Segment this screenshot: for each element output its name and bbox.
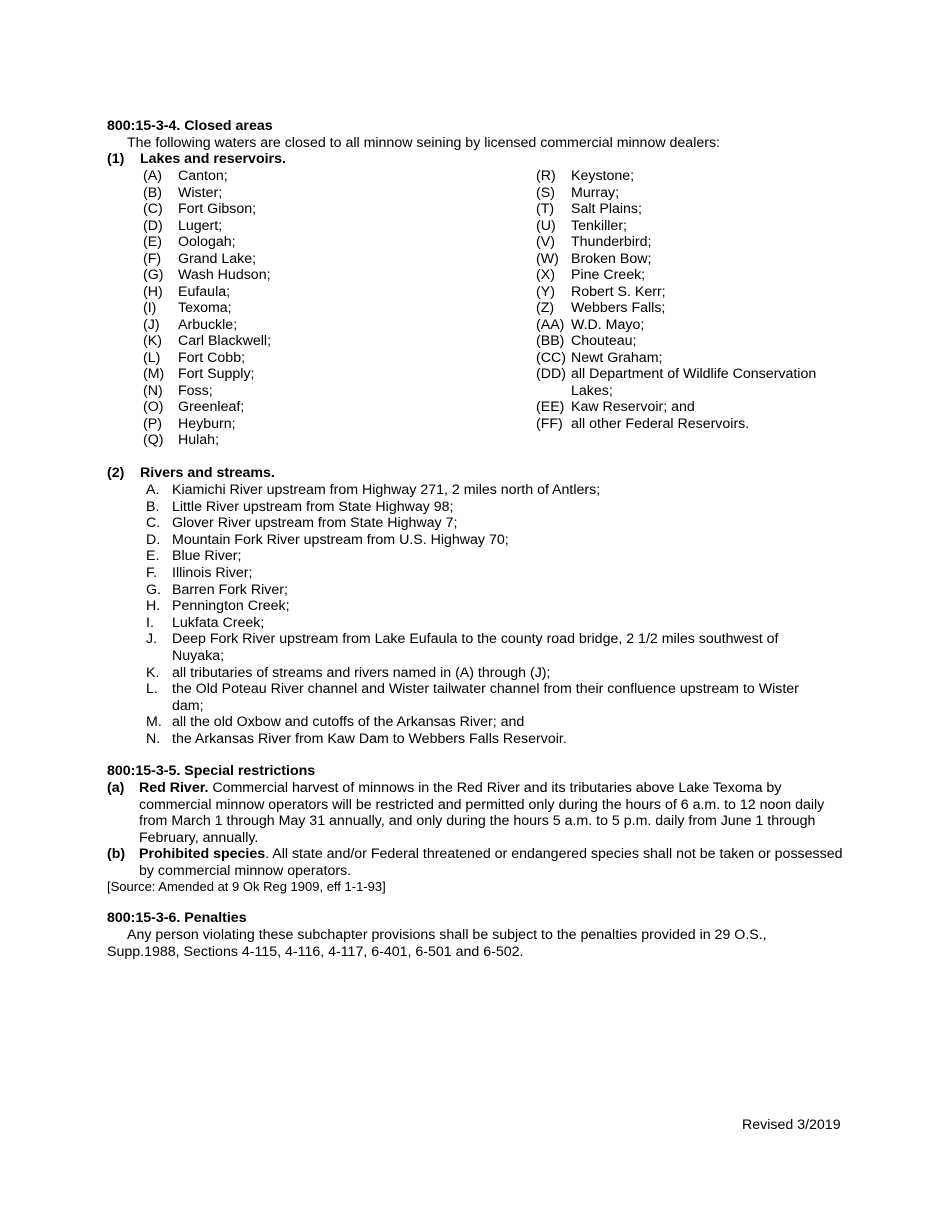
- lake-item-text: Robert S. Kerr;: [571, 283, 666, 300]
- lake-item-text: Murray;: [571, 184, 620, 201]
- lake-item-text: Broken Bow;: [571, 250, 652, 267]
- river-item: [146, 598, 822, 615]
- river-item-text: Glover River upstream from State Highway 7;: [172, 515, 458, 532]
- source-note: [Source: Amended at 9 Ok Reg 1909, eff 1-1-93]: [107, 879, 386, 894]
- river-item-label: K.: [146, 664, 160, 681]
- river-item-text: Little River upstream from State Highway 98;: [172, 498, 454, 515]
- item-number-b: (b): [107, 846, 126, 862]
- lake-item-label: (C): [143, 201, 163, 217]
- lake-item: [536, 300, 836, 317]
- lake-item-text: all other Federal Reservoirs.: [571, 415, 750, 432]
- lake-item-label: (U): [536, 217, 556, 234]
- river-item-label: H.: [146, 598, 161, 615]
- river-item-text: all tributaries of streams and rivers named in (A) through (J);: [172, 664, 551, 681]
- item-number-a: (a): [107, 780, 125, 796]
- lake-item-text: Texoma;: [178, 300, 232, 316]
- lake-item-label: (O): [143, 399, 164, 415]
- lake-item: [536, 284, 836, 301]
- lake-item-text: Eufaula;: [178, 283, 231, 300]
- lake-item: [536, 251, 836, 268]
- lake-item-text: Canton;: [178, 168, 228, 184]
- lake-item: [143, 201, 478, 218]
- lake-item-label: (AA): [536, 316, 565, 333]
- lake-item-text: Keystone;: [571, 168, 635, 184]
- lake-item: [143, 267, 478, 284]
- lake-item-label: (N): [143, 382, 163, 399]
- lake-item-text: Webbers Falls;: [571, 300, 666, 316]
- lake-item-text: Greenleaf;: [178, 399, 245, 415]
- lake-item-label: (P): [143, 415, 162, 432]
- penalties-text: Any person violating these subchapter provisions shall be subject to the penalties provided in 29 O.S., Supp.1988, Sections 4-115, 4-116, 4-117, 6-401, 6-501 and 6-502.: [107, 927, 767, 960]
- river-item-text: Lukfata Creek;: [172, 614, 265, 631]
- lake-item: [536, 350, 836, 367]
- lake-item-text: Foss;: [178, 382, 213, 399]
- lake-item-text: Chouteau;: [571, 333, 637, 349]
- lake-item-label: (FF): [536, 415, 563, 432]
- lake-item-text: Arbuckle;: [178, 316, 238, 333]
- lake-item-label: (Q): [143, 432, 164, 448]
- lake-item-text: Fort Supply;: [178, 366, 255, 382]
- lake-item-text: Tenkiller;: [571, 217, 627, 234]
- river-item: [146, 499, 822, 516]
- river-item-text: Deep Fork River upstream from Lake Eufaula to the county road bridge, 2 1/2 miles southwest of Nuyaka;: [172, 631, 779, 664]
- lake-item: [143, 251, 478, 268]
- lake-item-label: (W): [536, 250, 559, 267]
- lake-item-label: (CC): [536, 349, 566, 366]
- lake-item: [143, 416, 478, 433]
- lake-item-label: (K): [143, 333, 162, 349]
- lake-item: [536, 399, 836, 416]
- lake-item: [536, 267, 836, 284]
- river-item-label: I.: [146, 614, 154, 631]
- river-item: [146, 482, 822, 499]
- lake-item: [143, 218, 478, 235]
- lake-item: [143, 383, 478, 400]
- lake-item: [143, 432, 478, 449]
- lake-item-label: (BB): [536, 333, 565, 349]
- lake-item-text: Wash Hudson;: [178, 267, 271, 283]
- lake-item: [536, 416, 836, 433]
- lake-item-text: Thunderbird;: [571, 234, 652, 250]
- lakes-subheading: Lakes and reservoirs.: [140, 151, 286, 167]
- river-item-text: Barren Fork River;: [172, 581, 288, 598]
- river-item: [146, 681, 822, 714]
- lake-item-label: (E): [143, 234, 162, 250]
- river-item-label: J.: [146, 631, 158, 648]
- river-item-label: C.: [146, 515, 161, 532]
- lake-item: [143, 300, 478, 317]
- lake-item-text: Grand Lake;: [178, 250, 257, 267]
- lake-item-text: all Department of Wildlife Conservation Lakes;: [571, 366, 817, 399]
- lake-item-text: Oologah;: [178, 234, 236, 250]
- lake-item-label: (H): [143, 283, 163, 300]
- lake-item: [143, 317, 478, 334]
- lake-item-label: (G): [143, 267, 164, 283]
- lake-item: [143, 185, 478, 202]
- lake-item-text: Kaw Reservoir; and: [571, 399, 695, 415]
- lake-item: [536, 218, 836, 235]
- river-item: [146, 548, 822, 565]
- river-item: [146, 714, 822, 731]
- prohibited-species-text: . All state and/or Federal threatened or endangered species shall not be taken or possessed by commercial minnow operators.: [139, 846, 843, 879]
- river-item-label: N.: [146, 731, 161, 747]
- lake-item: [536, 366, 836, 399]
- lake-item: [143, 284, 478, 301]
- lake-item-text: W.D. Mayo;: [571, 316, 645, 333]
- lake-item-label: (F): [143, 250, 162, 267]
- river-item-label: F.: [146, 565, 158, 581]
- river-item-text: Illinois River;: [172, 565, 253, 581]
- lake-item-text: Wister;: [178, 184, 223, 201]
- closed-areas-intro: The following waters are closed to all minnow seining by licensed commercial minnow dealers:: [127, 135, 720, 151]
- prohibited-species-title: Prohibited species: [139, 846, 266, 862]
- river-item-label: L.: [146, 681, 158, 698]
- lake-item: [143, 399, 478, 416]
- river-item-text: Mountain Fork River upstream from U.S. Highway 70;: [172, 531, 509, 548]
- river-item-text: Blue River;: [172, 548, 242, 565]
- lake-item-label: (T): [536, 201, 555, 217]
- lake-item-label: (A): [143, 168, 162, 184]
- river-item-label: M.: [146, 714, 162, 731]
- river-item: [146, 532, 822, 549]
- lake-item-label: (I): [143, 300, 157, 316]
- lake-item-label: (Y): [536, 283, 555, 300]
- lake-item: [143, 234, 478, 251]
- lake-item-text: Newt Graham;: [571, 349, 663, 366]
- section-heading-special-restrictions: 800:15-3-5. Special restrictions: [107, 763, 316, 779]
- lake-item-label: (J): [143, 316, 160, 333]
- lake-item-text: Hulah;: [178, 432, 220, 448]
- river-item-text: the Arkansas River from Kaw Dam to Webbers Falls Reservoir.: [172, 731, 567, 747]
- lake-item-text: Lugert;: [178, 217, 223, 234]
- lake-item-text: Fort Gibson;: [178, 201, 257, 217]
- lake-item: [143, 168, 478, 185]
- lake-item: [536, 317, 836, 334]
- prohibited-species-restriction: [139, 846, 845, 879]
- river-item-label: E.: [146, 548, 160, 565]
- lake-item-label: (EE): [536, 399, 565, 415]
- lake-item-label: (S): [536, 184, 555, 201]
- lake-item-label: (Z): [536, 300, 555, 316]
- river-item: [146, 665, 822, 682]
- lake-item: [536, 185, 836, 202]
- river-item: [146, 615, 822, 632]
- river-item-text: Kiamichi River upstream from Highway 271, 2 miles north of Antlers;: [172, 482, 601, 498]
- lake-item-label: (M): [143, 366, 165, 382]
- lake-item-text: Salt Plains;: [571, 201, 642, 217]
- river-item: [146, 631, 822, 664]
- paragraph-number-1: (1): [107, 151, 125, 167]
- paragraph-number-2: (2): [107, 465, 125, 481]
- lake-item: [536, 234, 836, 251]
- lake-item-text: Fort Cobb;: [178, 349, 246, 366]
- river-item: [146, 582, 822, 599]
- revised-date: Revised 3/2019: [742, 1117, 841, 1133]
- lake-item-label: (L): [143, 349, 161, 366]
- lake-item-label: (X): [536, 267, 555, 283]
- river-item-label: B.: [146, 498, 160, 515]
- lake-item-label: (V): [536, 234, 555, 250]
- lake-item-label: (R): [536, 168, 556, 184]
- red-river-restriction: [139, 780, 845, 846]
- river-item: [146, 565, 822, 582]
- river-item-label: D.: [146, 531, 161, 548]
- river-item-text: all the old Oxbow and cutoffs of the Arkansas River; and: [172, 714, 525, 731]
- lake-item-text: Carl Blackwell;: [178, 333, 272, 349]
- lake-item-label: (B): [143, 184, 162, 201]
- lake-item: [536, 201, 836, 218]
- river-item-text: Pennington Creek;: [172, 598, 290, 615]
- lake-item-text: Pine Creek;: [571, 267, 646, 283]
- red-river-text: Commercial harvest of minnows in the Red River and its tributaries above Lake Texoma by commercial minnow operators will be restricted and permitted only during the hours of 6 a.m. to 12 noon daily from March 1 through May 31 annually, and only during the hours 5 a.m. to 5 p.m. daily from June 1 through February, annually.: [139, 780, 825, 846]
- lake-item-label: (DD): [536, 366, 566, 382]
- section-heading-penalties: 800:15-3-6. Penalties: [107, 910, 247, 926]
- lake-item: [536, 168, 836, 185]
- rivers-subheading: Rivers and streams.: [140, 465, 275, 481]
- lake-item: [143, 350, 478, 367]
- lake-item: [143, 366, 478, 383]
- river-item: [146, 515, 822, 532]
- river-item-text: the Old Poteau River channel and Wister tailwater channel from their confluence upstream to Wister dam;: [172, 681, 799, 714]
- river-item-label: A.: [146, 482, 160, 498]
- lake-item: [536, 333, 836, 350]
- section-heading-closed-areas: 800:15-3-4. Closed areas: [107, 118, 273, 134]
- lake-item: [143, 333, 478, 350]
- red-river-title: Red River.: [139, 780, 209, 796]
- river-item-label: G.: [146, 581, 161, 598]
- river-item: [146, 731, 822, 748]
- lake-item-label: (D): [143, 217, 163, 234]
- lake-item-text: Heyburn;: [178, 415, 236, 432]
